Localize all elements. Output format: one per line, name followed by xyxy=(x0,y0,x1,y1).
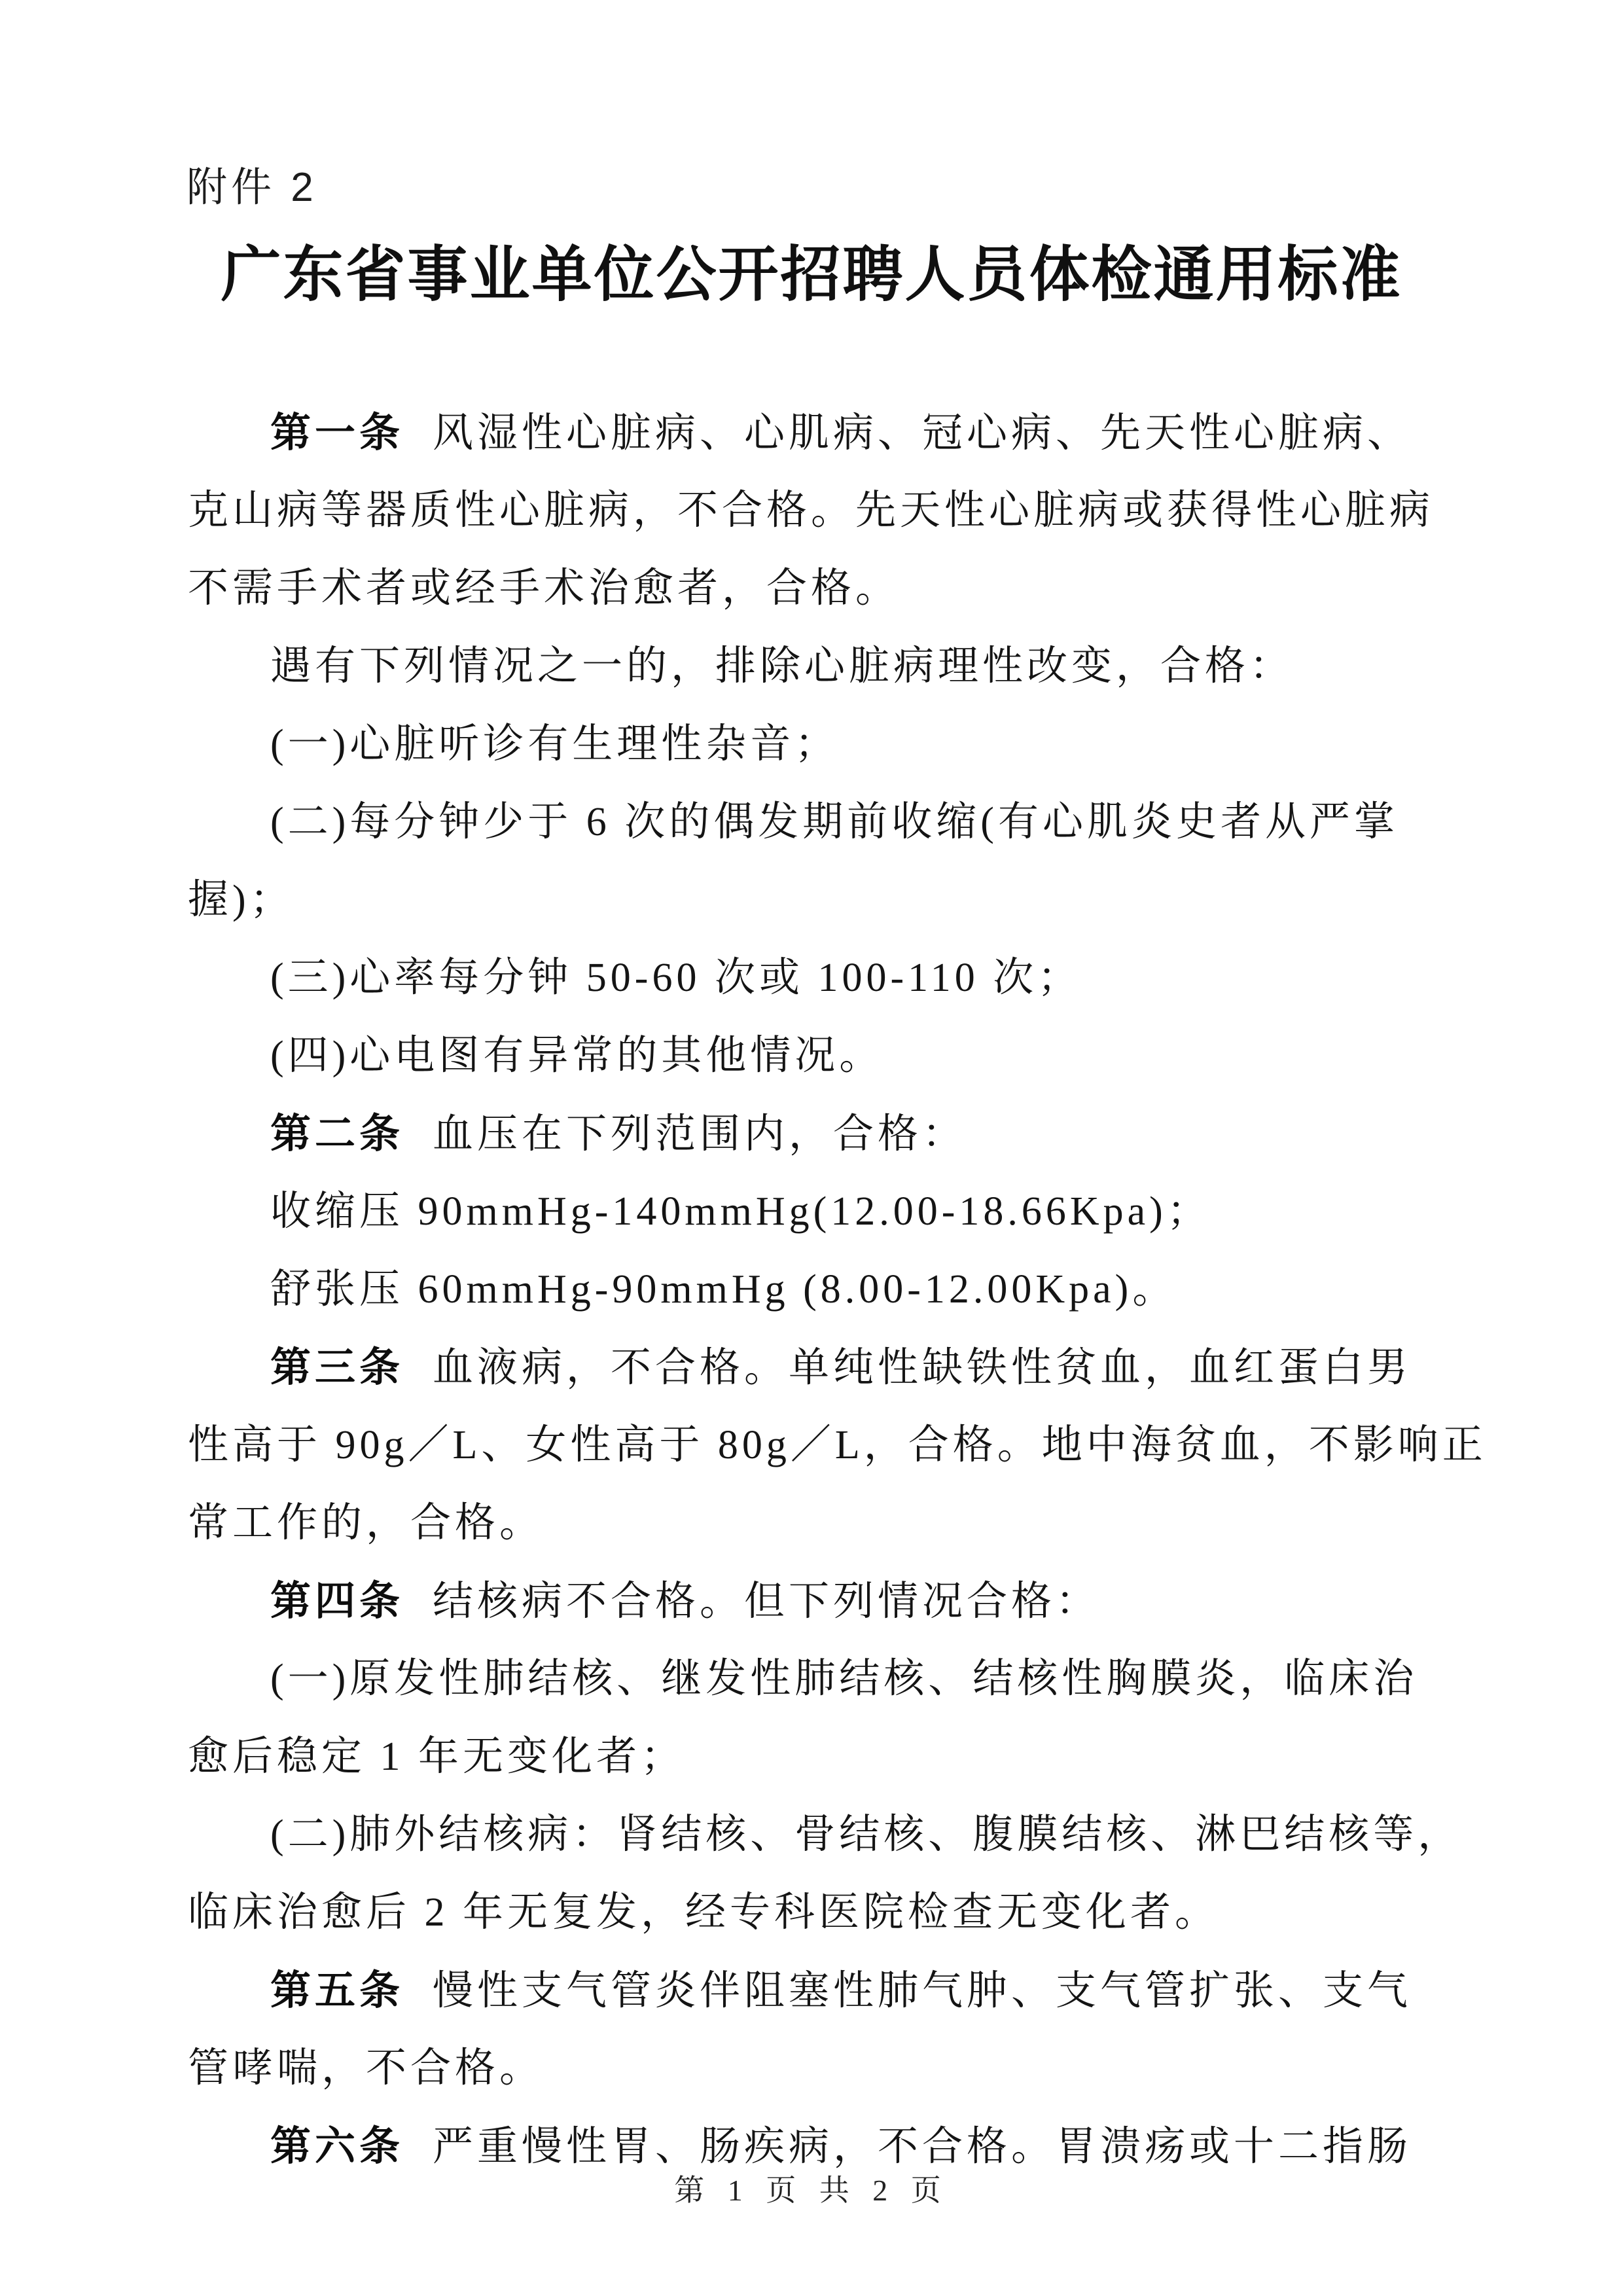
text-line xyxy=(188,1952,1443,2030)
attachment-label: 附件 2 xyxy=(187,165,317,210)
document-body xyxy=(188,394,1487,2185)
line-text: 遇有下列情况之一的，排除心脏病理性改变，合格： xyxy=(270,644,1294,689)
line-text: 临床治愈后 2 年无复发，经专科医院检查无变化者。 xyxy=(188,1890,1220,1935)
text-line xyxy=(188,2030,1443,2108)
text-line xyxy=(188,1640,1443,1718)
text-line xyxy=(188,1329,1443,1407)
text-line xyxy=(188,1718,1443,1796)
line-text: 慢性支气管炎伴阻塞性肺气肿、支气管扩张、支气 xyxy=(433,1969,1412,2013)
line-text: 风湿性心脏病、心肌病、冠心病、先天性心脏病、 xyxy=(433,411,1412,456)
line-text: 舒张压 60mmHg-90mmHg (8.00-12.00Kpa)。 xyxy=(270,1267,1177,1312)
line-text: 收缩压 90mmHg-140mmHg(12.00-18.66Kpa)； xyxy=(270,1189,1211,1234)
text-line xyxy=(188,939,1443,1017)
article-label: 第二条 xyxy=(270,1111,404,1157)
line-text: 克山病等器质性心脏病，不合格。先天性心脏病或获得性心脏病 xyxy=(188,488,1435,533)
text-line xyxy=(188,706,1443,783)
text-line xyxy=(188,394,1443,472)
article-label: 第一条 xyxy=(270,410,404,456)
line-text: 不需手术者或经手术治愈者，合格。 xyxy=(188,566,901,611)
page-number: 第 1 页 共 2 页 xyxy=(674,2174,949,2207)
line-text: 常工作的，合格。 xyxy=(188,1501,544,1545)
article-label: 第三条 xyxy=(270,1345,404,1390)
text-line xyxy=(188,1562,1443,1640)
line-text: (二)每分钟少于 6 次的偶发期前收缩(有心肌炎史者从严掌 xyxy=(270,800,1399,844)
text-line xyxy=(188,628,1443,706)
article-label: 第四条 xyxy=(270,1579,404,1624)
text-line xyxy=(188,472,1443,550)
line-text: (一)原发性肺结核、继发性肺结核、结核性胸膜炎，临床治 xyxy=(270,1657,1418,1701)
text-line xyxy=(188,861,1443,939)
line-text: 血压在下列范围内，合格： xyxy=(433,1112,967,1157)
text-line xyxy=(188,1173,1443,1251)
line-text: 结核病不合格。但下列情况合格： xyxy=(433,1579,1101,1624)
line-text: 严重慢性胃、肠疾病，不合格。胃溃疡或十二指肠 xyxy=(433,2125,1412,2169)
line-text: 管哮喘，不合格。 xyxy=(188,2046,544,2090)
text-line xyxy=(188,1874,1443,1952)
line-text: 愈后稳定 1 年无变化者； xyxy=(188,1734,686,1779)
line-text: (三)心率每分钟 50-60 次或 100-110 次； xyxy=(270,956,1082,1000)
article-label: 第五条 xyxy=(270,1968,404,2013)
line-text: 性高于 90g／L、女性高于 80g／L，合格。地中海贫血，不影响正 xyxy=(188,1423,1487,1467)
line-text: (一)心脏听诊有生理性杂音； xyxy=(270,722,840,766)
document-title: 广东省事业单位公开招聘人员体检通用标准 xyxy=(221,242,1402,308)
article-label: 第六条 xyxy=(270,2124,404,2169)
text-line xyxy=(188,1407,1487,1484)
text-line xyxy=(188,1796,1463,1874)
line-text: 血液病，不合格。单纯性缺铁性贫血，血红蛋白男 xyxy=(433,1346,1412,1390)
text-line xyxy=(188,783,1443,861)
text-line xyxy=(188,1251,1443,1329)
text-line xyxy=(188,1484,1443,1562)
text-line xyxy=(188,1017,1443,1095)
line-text: (二)肺外结核病：肾结核、骨结核、腹膜结核、淋巴结核等， xyxy=(270,1812,1463,1857)
line-text: 握)； xyxy=(188,878,294,922)
line-text: (四)心电图有异常的其他情况。 xyxy=(270,1033,884,1078)
text-line xyxy=(188,550,1443,628)
text-line xyxy=(188,1095,1443,1173)
